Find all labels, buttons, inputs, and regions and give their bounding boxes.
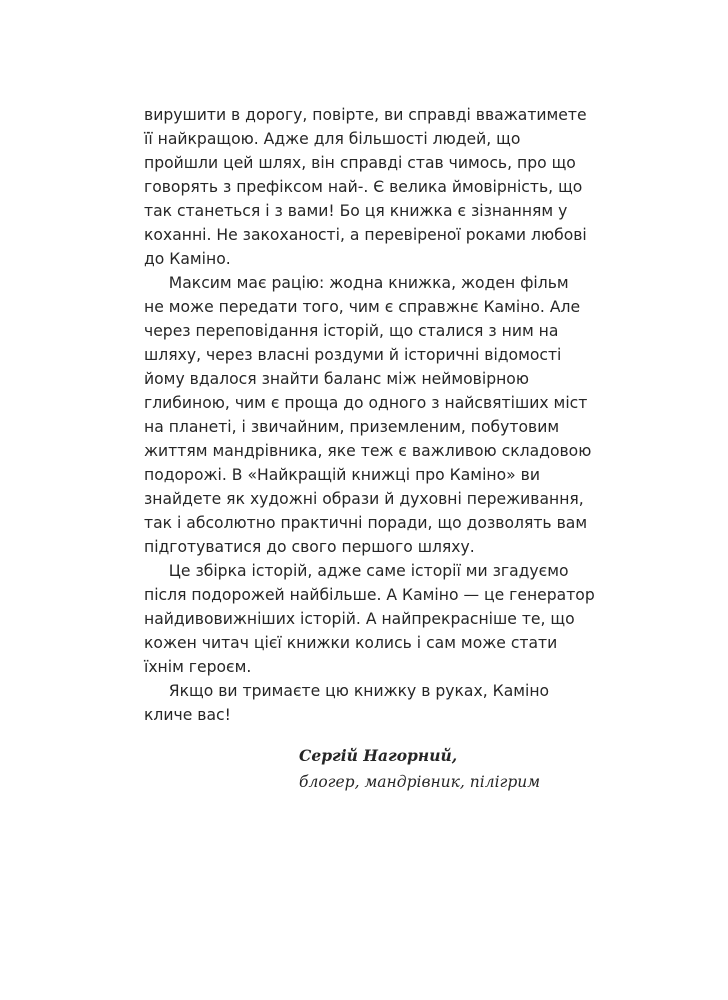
text-line: Якщо ви тримаєте цю книжку в руках, Каміно (144, 682, 550, 700)
text-line: після подорожей найбільше. А Каміно — це генератор (144, 586, 595, 604)
author-name: Сергій Нагорний, (299, 746, 458, 765)
signature-block (299, 742, 540, 796)
body-text (144, 103, 594, 727)
text-line: вирушити в дорогу, повірте, ви справді вважатимете (144, 106, 587, 124)
text-line: життям мандрівника, яке теж є важливою складовою (144, 442, 592, 460)
text-line: не може передати того, чим є справжнє Каміно. Але (144, 298, 581, 316)
text-line: Це збірка історій, адже саме історії ми згадуємо (144, 562, 569, 580)
text-line: пройшли цей шлях, він справді став чимось, про що (144, 154, 576, 172)
text-line: кличе вас! (144, 706, 231, 724)
text-line: говорять з префіксом най-. Є велика ймовірність, що (144, 178, 583, 196)
text-line: Максим має рацію: жодна книжка, жоден фільм (144, 274, 569, 292)
text-line: знайдете як художні образи й духовні переживання, (144, 490, 584, 508)
text-line: підготуватися до свого першого шляху. (144, 538, 475, 556)
text-line: так станеться і з вами! Бо ця книжка є зізнанням у (144, 202, 568, 220)
text-line: йому вдалося знайти баланс між неймовірною (144, 370, 529, 388)
text-line: на планеті, і звичайним, приземленим, побутовим (144, 418, 560, 436)
text-line: її найкращою. Адже для більшості людей, що (144, 130, 521, 148)
text-line: через переповідання історій, що сталися з ним на (144, 322, 559, 340)
text-line: кожен читач цієї книжки колись і сам може стати (144, 634, 558, 652)
text-line: шляху, через власні роздуми й історичні відомості (144, 346, 562, 364)
author-role: блогер, мандрівник, пілігрим (299, 773, 541, 791)
text-line: так і абсолютно практичні поради, що дозволять вам (144, 514, 588, 532)
text-line: до Каміно. (144, 250, 231, 268)
text-line: їхнім героєм. (144, 658, 252, 676)
text-line: глибиною, чим є проща до одного з найсвятіших міст (144, 394, 588, 412)
text-line: найдивовижніших історій. А найпрекрасніше те, що (144, 610, 575, 628)
text-line: коханні. Не закоханості, а перевіреної роками любові (144, 226, 587, 244)
text-line: подорожі. В «Найкращій книжці про Каміно» ви (144, 466, 540, 484)
